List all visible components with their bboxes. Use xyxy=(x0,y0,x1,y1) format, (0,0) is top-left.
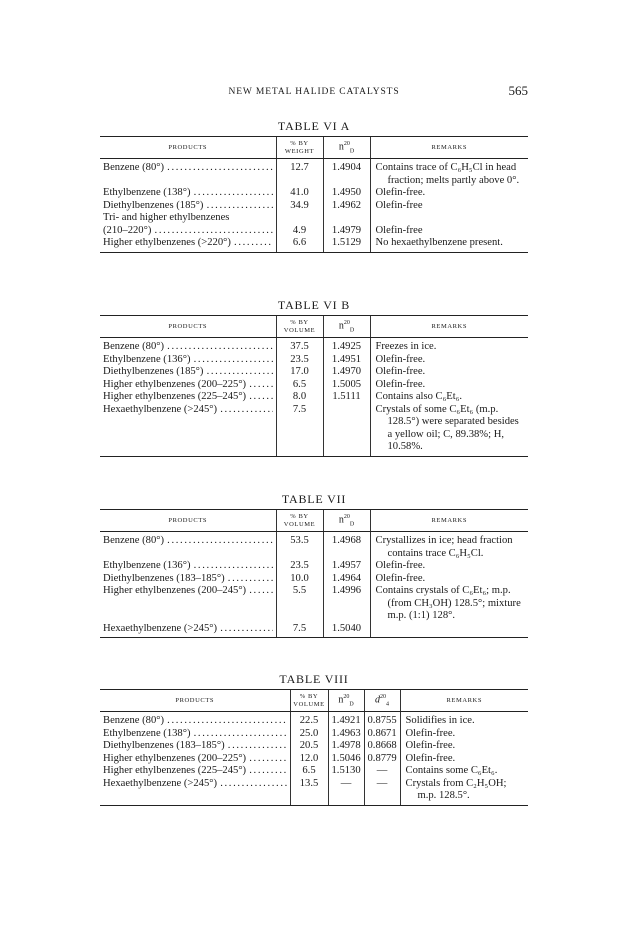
nd-cell: 1.4921 xyxy=(328,712,364,728)
nd-cell: 1.4996 xyxy=(323,585,370,623)
remarks-cell: Olefin-free. xyxy=(375,187,426,198)
nd-cell: 1.5040 xyxy=(323,623,370,638)
table-row xyxy=(100,354,528,367)
product-cell: Higher ethylbenzenes (225–245°) xyxy=(103,765,247,776)
percent-cell: 12.7 xyxy=(276,159,323,188)
col-header-products: PRODUCTS xyxy=(100,510,276,532)
table-title: TABLE VI B xyxy=(277,298,351,312)
percent-cell: 7.5 xyxy=(276,404,323,457)
col-header-percent: % BY VOLUME xyxy=(290,690,328,712)
remarks-cell: Crystals of some C₆Et₆ (m.p. 128.5°) were separated besides a yellow oil; C, 89.38%; H, 10.58%. xyxy=(375,403,519,452)
product-cell: Benzene (80°) xyxy=(103,162,165,173)
product-cell: Benzene (80°) xyxy=(103,715,165,726)
col-header-products: PRODUCTS xyxy=(100,316,276,338)
remarks-cell: Olefin-free. xyxy=(405,752,456,764)
remarks-cell: Olefin-free. xyxy=(375,378,426,390)
page-header xyxy=(100,83,528,101)
density-cell: 0.8755 xyxy=(364,712,400,728)
table-row xyxy=(100,765,528,778)
nd-cell: 1.5130 xyxy=(328,765,364,778)
nd-cell xyxy=(323,212,370,225)
product-cell: Higher ethylbenzenes (225–245°) xyxy=(103,391,247,402)
product-cell: Ethylbenzene (138°) xyxy=(103,187,191,198)
remarks-cell: Olefin-free. xyxy=(375,572,426,584)
table-row xyxy=(100,728,528,741)
nd-cell xyxy=(323,404,370,457)
table-row xyxy=(100,623,528,638)
product-cell: Diethylbenzenes (183–185°) xyxy=(103,572,225,584)
percent-cell: 5.5 xyxy=(276,585,323,623)
remarks-cell: Contains also C₆Et₆. xyxy=(375,391,463,402)
remarks-cell: Olefin-free xyxy=(375,224,423,236)
percent-cell: 12.0 xyxy=(290,753,328,766)
product-cell: Higher ethylbenzenes (200–225°) xyxy=(103,378,247,390)
col-header-refractive-index: $n^{20}_D$ xyxy=(323,316,370,338)
table-viii xyxy=(100,689,528,806)
percent-cell: 23.5 xyxy=(276,354,323,367)
remarks-cell: Solidifies in ice. xyxy=(405,715,475,726)
nd-cell: 1.4951 xyxy=(323,354,370,367)
remarks-cell: Contains crystals of C₆Et₆; m.p. (from CH₃OH) 128.5°; mixture m.p. (1:1) 128°. xyxy=(375,585,521,621)
table-vi-b xyxy=(100,315,528,457)
product-cell: Hexaethylbenzene (>245°) xyxy=(103,622,218,634)
percent-cell: 8.0 xyxy=(276,391,323,404)
density-cell: — xyxy=(364,778,400,806)
nd-cell: 1.4970 xyxy=(323,366,370,379)
remarks-cell: Olefin-free. xyxy=(375,353,426,365)
col-header-percent: % BY VOLUME xyxy=(276,510,323,532)
density-cell: — xyxy=(364,765,400,778)
running-head: NEW METAL HALIDE CATALYSTS xyxy=(228,87,400,97)
table-row xyxy=(100,379,528,392)
product-cell: Ethylbenzene (138°) xyxy=(103,727,191,739)
table-row xyxy=(100,404,528,457)
col-header-products: PRODUCTS xyxy=(100,137,276,159)
remarks-cell xyxy=(370,212,528,225)
percent-cell: 4.9 xyxy=(276,225,323,238)
density-cell: 0.8668 xyxy=(364,740,400,753)
nd-cell: 1.4962 xyxy=(323,200,370,213)
remarks-cell: No hexaethylbenzene present. xyxy=(375,237,503,248)
product-cell: Tri- and higher ethylbenzenes xyxy=(103,212,230,223)
nd-cell: 1.5111 xyxy=(323,391,370,404)
remarks-cell: Crystallizes in ice; head fraction contains trace C₆H₅Cl. xyxy=(375,535,513,559)
nd-cell: — xyxy=(328,778,364,806)
percent-cell: 20.5 xyxy=(290,740,328,753)
col-header-products: PRODUCTS xyxy=(100,690,290,712)
table-row xyxy=(100,187,528,200)
col-header-refractive-index: $n^{20}_D$ xyxy=(328,690,364,712)
nd-cell: 1.4979 xyxy=(323,225,370,238)
product-cell: Hexaethylbenzene (>245°) xyxy=(103,403,218,415)
percent-cell: 6.5 xyxy=(276,379,323,392)
table-row xyxy=(100,225,528,238)
product-cell: (210–220°) xyxy=(103,224,152,236)
col-header-refractive-index: $n^{20}_D$ xyxy=(323,137,370,159)
col-header-refractive-index: $n^{20}_D$ xyxy=(323,510,370,532)
table-row xyxy=(100,212,528,225)
percent-cell: 34.9 xyxy=(276,200,323,213)
col-header-percent: % BY WEIGHT xyxy=(276,137,323,159)
nd-cell: 1.4925 xyxy=(323,338,370,354)
nd-cell: 1.5005 xyxy=(323,379,370,392)
density-cell: 0.8671 xyxy=(364,728,400,741)
table-vii xyxy=(100,509,528,638)
product-cell: Ethylbenzene (136°) xyxy=(103,560,191,571)
col-header-remarks: REMARKS xyxy=(370,137,528,159)
product-cell: Diethylbenzenes (185°) xyxy=(103,199,204,211)
product-cell: Benzene (80°) xyxy=(103,535,165,546)
remarks-cell: Contains some C₆Et₆. xyxy=(405,765,498,776)
table-title: TABLE VIII xyxy=(279,672,349,686)
percent-cell: 23.5 xyxy=(276,560,323,573)
table-row xyxy=(100,778,528,806)
density-cell: 0.8779 xyxy=(364,753,400,766)
nd-cell: 1.4978 xyxy=(328,740,364,753)
remarks-cell xyxy=(370,623,528,638)
table-row xyxy=(100,560,528,573)
percent-cell: 6.5 xyxy=(290,765,328,778)
product-cell: Benzene (80°) xyxy=(103,341,165,352)
col-header-remarks: REMARKS xyxy=(370,316,528,338)
percent-cell: 10.0 xyxy=(276,573,323,586)
nd-cell: 1.4968 xyxy=(323,532,370,561)
remarks-cell: Freezes in ice. xyxy=(375,341,437,352)
percent-cell: 41.0 xyxy=(276,187,323,200)
col-header-percent: % BY VOLUME xyxy=(276,316,323,338)
nd-cell: 1.5046 xyxy=(328,753,364,766)
percent-cell: 13.5 xyxy=(290,778,328,806)
table-row xyxy=(100,391,528,404)
product-cell: Hexaethylbenzene (>245°) xyxy=(103,777,218,789)
percent-cell: 25.0 xyxy=(290,728,328,741)
table-row xyxy=(100,200,528,213)
table-row xyxy=(100,159,528,188)
nd-cell: 1.4904 xyxy=(323,159,370,188)
table-row xyxy=(100,366,528,379)
table-row xyxy=(100,753,528,766)
page-number: 565 xyxy=(508,83,528,98)
table-row xyxy=(100,585,528,623)
nd-cell: 1.4963 xyxy=(328,728,364,741)
table-row xyxy=(100,338,528,354)
remarks-cell: Crystals from C₂H₅OH; m.p. 128.5°. xyxy=(405,777,507,801)
table-row xyxy=(100,532,528,561)
table-vi-a xyxy=(100,136,528,253)
percent-cell: 6.6 xyxy=(276,237,323,252)
percent-cell: 53.5 xyxy=(276,532,323,561)
percent-cell: 17.0 xyxy=(276,366,323,379)
nd-cell: 1.4964 xyxy=(323,573,370,586)
remarks-cell: Olefin-free. xyxy=(405,740,456,751)
product-cell: Higher ethylbenzenes (200–225°) xyxy=(103,752,247,764)
col-header-remarks: REMARKS xyxy=(400,690,528,712)
product-cell: Ethylbenzene (136°) xyxy=(103,353,191,365)
table-title: TABLE VII xyxy=(281,492,347,506)
nd-cell: 1.4957 xyxy=(323,560,370,573)
col-header-remarks: REMARKS xyxy=(370,510,528,532)
remarks-cell: Olefin-free. xyxy=(375,560,426,571)
table-row xyxy=(100,740,528,753)
table-row xyxy=(100,712,528,728)
remarks-cell: Olefin-free. xyxy=(375,366,426,377)
col-header-density: $d^{20}_4$ xyxy=(364,690,400,712)
product-cell: Higher ethylbenzenes (>220°) xyxy=(103,237,231,248)
remarks-cell: Olefin-free. xyxy=(405,727,456,739)
table-row xyxy=(100,573,528,586)
nd-cell: 1.5129 xyxy=(323,237,370,252)
remarks-cell: Olefin-free xyxy=(375,199,423,211)
percent-cell: 7.5 xyxy=(276,623,323,638)
product-cell: Diethylbenzenes (185°) xyxy=(103,366,204,377)
percent-cell: 37.5 xyxy=(276,338,323,354)
nd-cell: 1.4950 xyxy=(323,187,370,200)
product-cell: Diethylbenzenes (183–185°) xyxy=(103,740,225,751)
table-title: TABLE VI A xyxy=(277,119,351,133)
percent-cell xyxy=(276,212,323,225)
table-row xyxy=(100,237,528,252)
remarks-cell: Contains trace of C₆H₅Cl in head fraction; melts partly above 0°. xyxy=(375,162,520,186)
percent-cell: 22.5 xyxy=(290,712,328,728)
product-cell: Higher ethylbenzenes (200–245°) xyxy=(103,585,247,596)
